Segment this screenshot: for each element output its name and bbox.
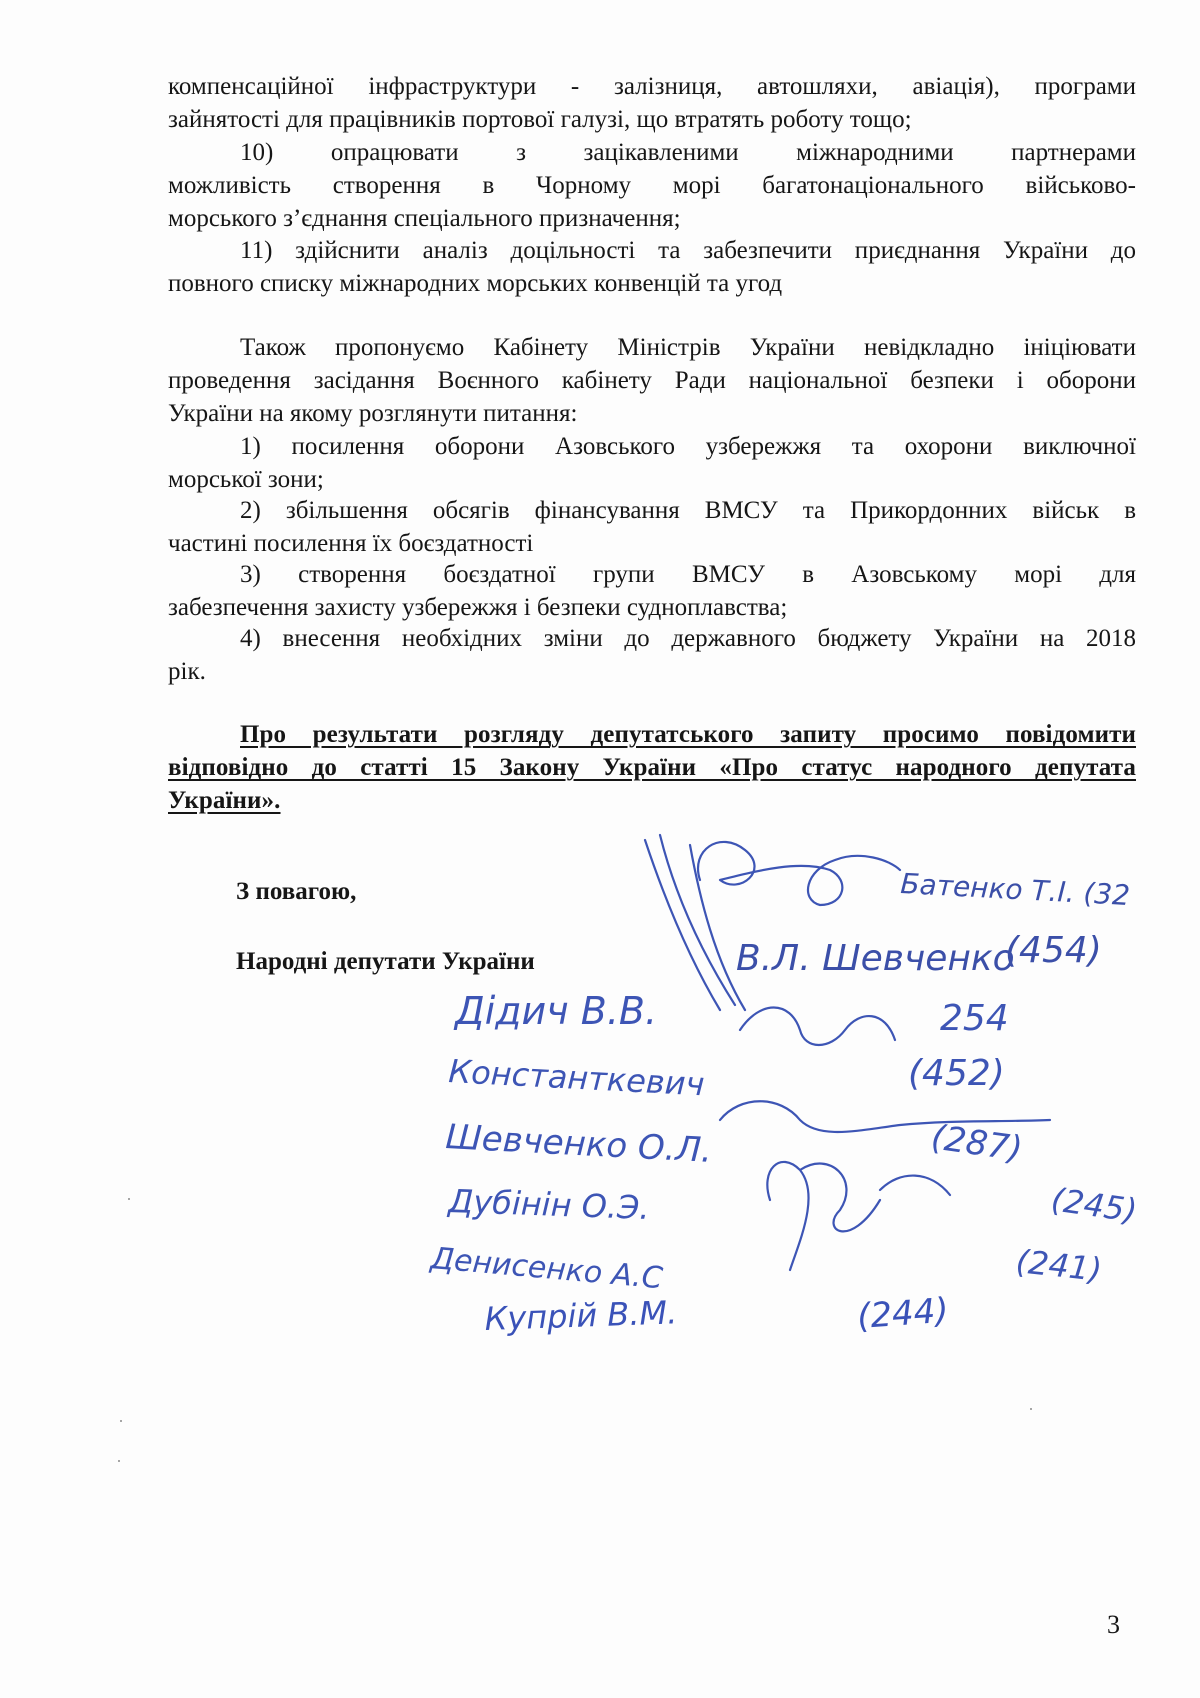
- page-number: 3: [1107, 1610, 1120, 1639]
- signature-scribble-4: [767, 1162, 880, 1270]
- closing-line-3: України».: [168, 787, 281, 814]
- scan-speck: [1030, 1408, 1032, 1410]
- signature-slash-3: [690, 845, 745, 1010]
- issue-2-line-2: частині посилення їх боєздатності: [168, 530, 534, 557]
- proposal-line-2: проведення засідання Воєнного кабінету Ради національної безпеки і оборони: [168, 367, 1136, 394]
- signature-name-13: (241): [1014, 1242, 1104, 1289]
- closing-line-1: Про результати розгляду депутатського запиту просимо повідомити: [240, 721, 1136, 748]
- signature-scribble-1: [698, 842, 900, 905]
- closing-line-2: відповідно до статті 15 Закону України «Про статус народного депутата: [168, 754, 1136, 781]
- signature-slash-1: [645, 840, 720, 1010]
- issue-1-line-1: 1) посилення оборони Азовського узбережжя та охорони виключної: [240, 433, 1136, 460]
- signature-name-12: Денисенко А.С: [429, 1241, 665, 1297]
- issue-4: [168, 622, 1136, 688]
- signature-scribble-2: [740, 1008, 895, 1046]
- item-11-line-2: повного списку міжнародних морських конвенцій та угод: [168, 270, 783, 297]
- issue-4-line-1: 4) внесення необхідних зміни до державного бюджету України на 2018: [240, 625, 1136, 652]
- signature-name-15: (244): [855, 1290, 950, 1337]
- item-10-line-3: морського з’єднання спеціального призначення;: [168, 205, 681, 232]
- signature-scribble-5: [880, 1176, 950, 1195]
- proposal-line-3: України на якому розглянути питання:: [168, 400, 578, 427]
- signature-name-6: Константкевич: [447, 1052, 706, 1104]
- greeting: З повагою,: [236, 878, 357, 905]
- signature-name-8: Шевченко О.Л.: [444, 1117, 713, 1171]
- issue-3-line-2: забезпечення захисту узбережжя і безпеки судноплавства;: [168, 594, 788, 621]
- item-10: [168, 136, 1136, 235]
- issue-1-line-2: морської зони;: [168, 466, 324, 493]
- signature-slash-2: [660, 835, 735, 1005]
- signature-name-4: Дідич В.В.: [455, 989, 658, 1033]
- signature-name-1: Батенко Т.І. (32: [899, 867, 1131, 913]
- issue-2-line-1: 2) збільшення обсягів фінансування ВМСУ та Прикордонних військ в: [240, 497, 1136, 524]
- signatory-title: Народні депутати України: [236, 948, 535, 975]
- signature-name-7: (452): [908, 1053, 1005, 1094]
- signature-labels: [427, 867, 1139, 1338]
- item-9-line-1: компенсаційної інфраструктури - залізниця, автошляхи, авіація), програми: [168, 73, 1136, 100]
- issue-4-line-2: рік.: [168, 658, 206, 685]
- issue-2: [168, 494, 1136, 560]
- issue-3-line-1: 3) створення боєздатної групи ВМСУ в Азовському морі для: [240, 561, 1136, 588]
- signature-strokes: [645, 835, 1050, 1270]
- proposal-line-1: Також пропонуємо Кабінету Міністрів України невідкладно ініціювати: [240, 334, 1136, 361]
- signature-name-5: 254: [940, 998, 1009, 1039]
- item-11-line-1: 11) здійснити аналіз доцільності та забезпечити приєднання України до: [240, 237, 1136, 264]
- proposal-paragraph: [168, 331, 1136, 430]
- scan-speck: [120, 1420, 122, 1422]
- item-9-continuation: [168, 70, 1136, 136]
- signature-name-14: Купрій В.М.: [483, 1293, 678, 1338]
- scan-speck: [128, 1198, 130, 1200]
- signature-name-9: (287): [928, 1117, 1025, 1170]
- signature-scribble-3: [720, 1101, 1050, 1132]
- signature-name-10: Дубінін О.Э.: [447, 1182, 651, 1228]
- signature-name-11: (245): [1048, 1180, 1140, 1230]
- signature-name-2: В.Л. Шевченко: [736, 938, 1015, 979]
- scan-speck: [118, 1460, 120, 1462]
- item-11: [168, 234, 1136, 300]
- issue-3: [168, 558, 1136, 624]
- closing-request: [168, 718, 1136, 817]
- item-10-line-2: можливість створення в Чорному морі багатонаціонального військово-: [168, 172, 1136, 199]
- signature-name-3: (454): [1005, 930, 1102, 971]
- item-9-line-2: зайнятості для працівників портової галузі, що втратять роботу тощо;: [168, 106, 912, 133]
- issue-1: [168, 430, 1136, 496]
- item-10-line-1: 10) опрацювати з зацікавленими міжнародними партнерами: [240, 139, 1136, 166]
